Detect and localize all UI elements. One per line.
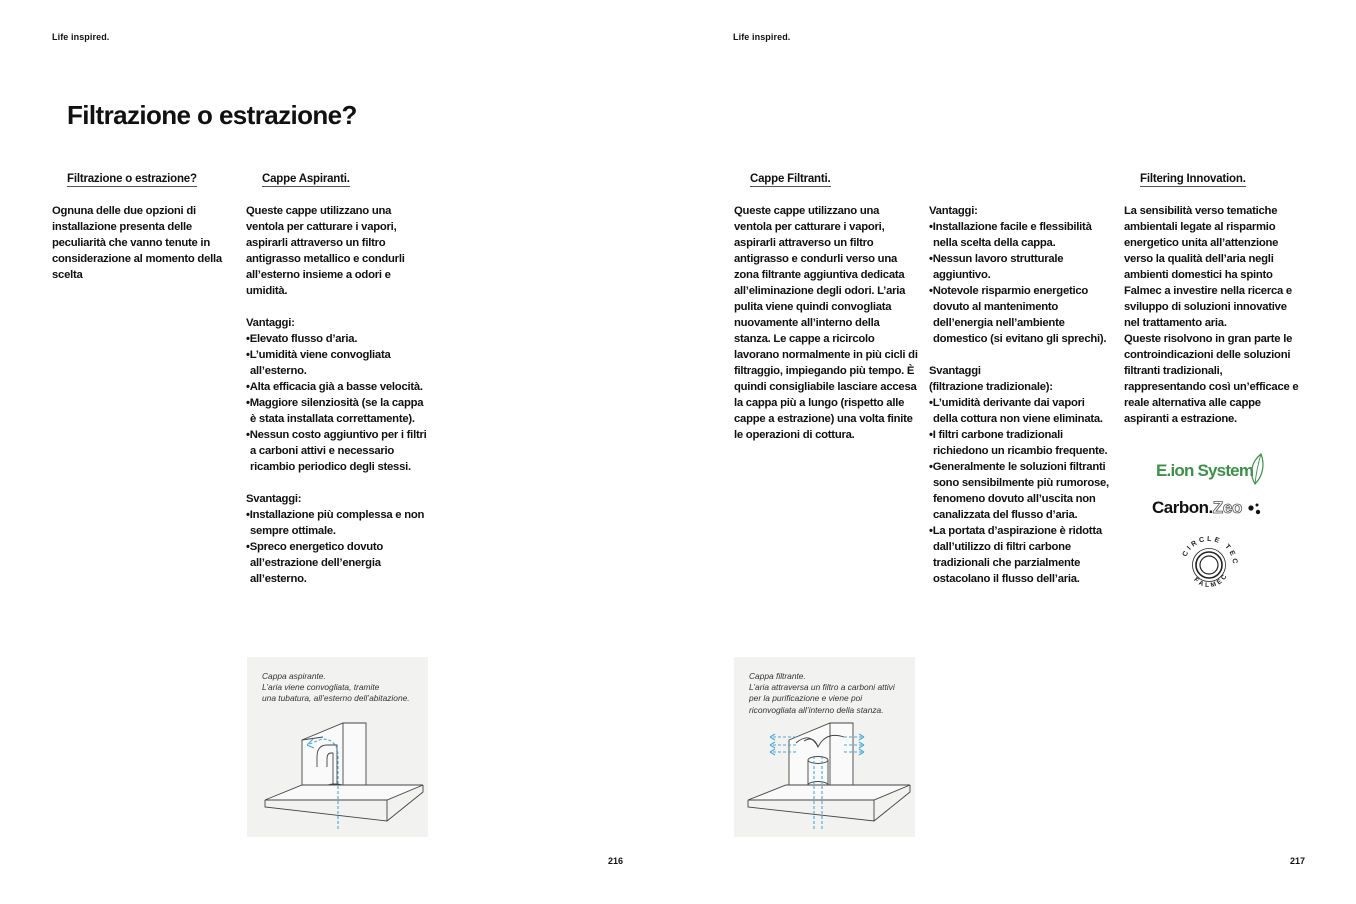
list-item: • Notevole risparmio energetico dovuto al mantenimento dell’energia nell’ambiente domestico (si evitano gli sprechi). [929,283,1111,347]
carbon-logo-text: Carbon. [1152,498,1213,517]
section-heading-cappe-filtranti: Cappe Filtranti. [750,173,831,185]
zeo-logo-text: Zeo [1212,498,1243,517]
molecule-icon [1247,502,1263,516]
caption-line: Cappa aspirante. [262,671,326,681]
list-item: • Elevato flusso d’aria. [246,331,428,347]
eion-system-logo [1156,452,1276,486]
list-item: • La portata d’aspirazione è ridotta dall’utilizzo di filtri carbone tradizionali che parzialmente ostacolano il flusso dell’aria. [929,523,1111,587]
cappe-aspiranti-text [246,203,428,587]
list-item: • Alta efficacia già a basse velocità. [246,379,428,395]
section-heading-filtrazione: Filtrazione o estrazione? [67,173,197,185]
pros-list [246,331,428,475]
section-heading-cappe-aspiranti: Cappe Aspiranti. [262,173,350,185]
filtering-innovation-text [1124,203,1299,427]
intro-paragraph: Ognuna delle due opzioni di installazione presenta delle peculiarità che vanno tenute in considerazione al momento della scelta [52,205,222,281]
caption-line: L’aria viene convogliata, tramite [262,682,380,693]
leaf-icon [1247,452,1267,486]
figure-cappa-aspirante [247,657,428,837]
list-item: • Installazione facile e flessibilità nella scelta della cappa. [929,219,1111,251]
cons-list [246,507,428,587]
list-item: • L’umidità viene convogliata all’esterno. [246,347,428,379]
figure-caption [262,671,422,705]
circle-tech-logo [1175,531,1243,599]
cappe-filtranti-text: Queste cappe utilizzano una ventola per catturare i vapori, aspirarli attraverso un filtro antigrasso e condurli verso una zona filtrante aggiuntiva dedicata all’eliminazione degli odori. L’aria pulita viene quindi convogliata nuovamente all’interno della stanza. Le cappe a ricircolo lavorano normalmente in più cicli di filtraggio, impiegando più tempo. È quindi consigliabile lasciare accesa la cappa più a lungo (rispetto alle cappe a estrazione) una volta finite le operazioni di cottura. [734,205,918,441]
circle-tech-emblem [1175,531,1243,599]
list-item: • Generalmente le soluzioni filtranti sono sensibilmente più rumorose, fenomeno dovuto all’uscita non canalizzata del flusso d’aria. [929,459,1111,523]
cons-list [929,395,1111,587]
cons-title: Svantaggi [929,365,981,377]
list-item: • Spreco energetico dovuto all’estrazione dell’energia all’esterno. [246,539,428,587]
cappe-filtranti-pros-cons [929,203,1111,587]
page-number-left: 216 [608,856,624,866]
caption-line: per la purificazione e viene poi [749,693,863,704]
caption-line: L’aria attraversa un filtro a carboni attivi [749,682,895,693]
circle-tech-bottom-text: FALMEC [1192,571,1230,590]
page-number-right: 217 [1290,856,1306,866]
pros-title: Vantaggi: [246,317,295,329]
figure-cappa-filtrante [734,657,915,837]
eion-logo-text: E.ion System [1156,461,1254,480]
caption-line: riconvogliata all’interno della stanza. [749,704,884,715]
innovation-paragraph-2: Queste risolvono in gran parte le controindicazioni delle soluzioni filtranti tradizionali, rappresentando così un’efficace e reale alternativa alle cappe aspiranti a estrazione. [1124,333,1299,425]
list-item: • I filtri carbone tradizionali richiedono un ricambio frequente. [929,427,1111,459]
list-item: • Maggiore silenziosità (se la cappa è stata installata correttamente). [246,395,428,427]
list-item: • Installazione più complessa e non sempre ottimale. [246,507,428,539]
cappe-aspiranti-intro: Queste cappe utilizzano una ventola per catturare i vapori, aspirarli attraverso un filtro antigrasso metallico e condurli all’esterno insieme a odori e umidità. [246,205,405,297]
cons-subtitle: (filtrazione tradizionale): [929,381,1053,393]
list-item: • Nessun costo aggiuntivo per i filtri a carboni attivi e necessario ricambio periodico degli stessi. [246,427,428,475]
innovation-paragraph-1: La sensibilità verso tematiche ambientali legate al risparmio energetico unita all’attenzione verso la qualità dell’aria negli ambienti domestici ha spinto Falmec a investire nella ricerca e sviluppo di soluzioni innovative nel trattamento aria. [1124,205,1292,329]
brand-tagline-right: Life inspired. [733,32,791,42]
brand-tagline-left: Life inspired. [52,32,110,42]
page-title: Filtrazione o estrazione? [67,100,357,130]
list-item: • L’umidità derivante dai vapori della cottura non viene eliminata. [929,395,1111,427]
carbon-zeo-logo [1152,498,1263,518]
pros-title: Vantaggi: [929,205,978,217]
circle-tech-top-text: CIRCLE TEC [1181,535,1239,567]
caption-line: una tubatura, all’esterno dell’abitazione. [262,693,410,704]
cons-title: Svantaggi: [246,493,302,505]
list-item: • Nessun lavoro strutturale aggiuntivo. [929,251,1111,283]
caption-line: Cappa filtrante. [749,671,806,681]
section-heading-filtering-innovation: Filtering Innovation. [1140,173,1246,185]
pros-list [929,219,1111,347]
figure-caption [749,671,909,716]
